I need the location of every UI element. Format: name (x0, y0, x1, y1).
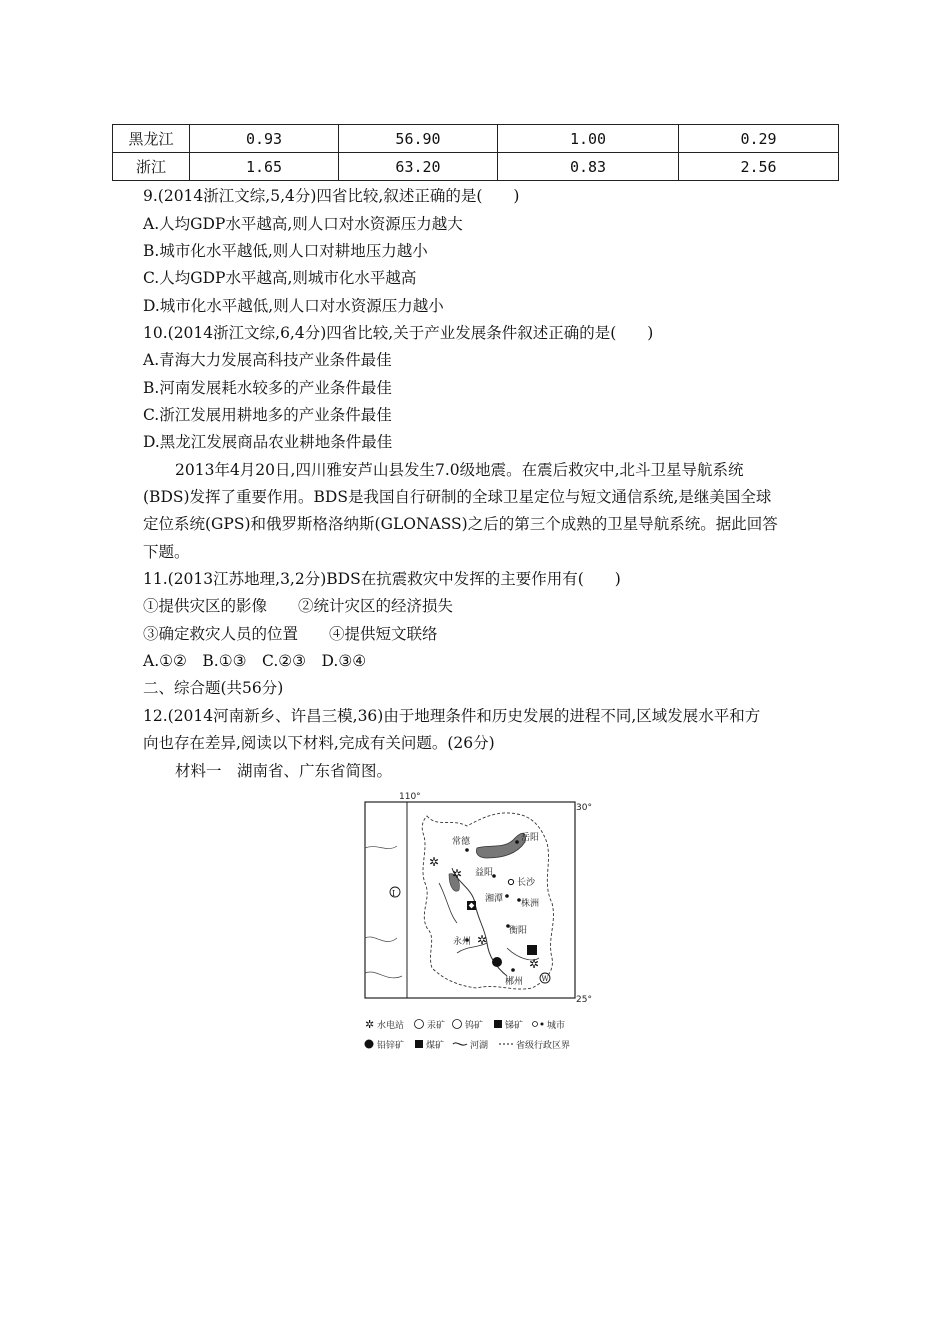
question-10-option-d: D.黑龙江发展商品农业耕地条件最佳 (143, 433, 393, 451)
hydro-station-icon: ✲ (452, 867, 463, 881)
question-10-option-a: A.青海大力发展高科技产业条件最佳 (143, 351, 392, 369)
latitude-bottom-label: 25° (576, 995, 592, 1005)
question-11-options: A.①② B.①③ C.②③ D.③④ (143, 652, 367, 670)
city-dot-yueyang (515, 840, 519, 844)
passage-line: 下题。 (143, 543, 190, 561)
city-label-hengyang: 衡阳 (509, 926, 528, 936)
question-9-option-d: D.城市化水平越低,则人口对水资源压力越小 (143, 297, 444, 315)
question-11-items: ①提供灾区的影像 ②统计灾区的经济损失 (143, 597, 454, 615)
legend-boundary: 省级行政区界 (516, 1041, 571, 1051)
hydro-station-icon: ✲ (365, 1018, 375, 1031)
legend-mercury: 汞矿 (427, 1021, 446, 1031)
city-label-yueyang: 岳阳 (521, 833, 540, 843)
question-9-option-b: B.城市化水平越低,则人口对耕地压力越小 (143, 242, 428, 260)
coal-mine-icon (415, 1040, 423, 1048)
coal-mine-icon (527, 945, 537, 955)
antimony-mine-icon (494, 1020, 502, 1028)
value-cell: 0.29 (679, 125, 839, 153)
section-heading: 二、综合题(共56分) (143, 679, 284, 697)
city-dot-chenzhou (511, 968, 515, 972)
question-12-stem: 12.(2014河南新乡、许昌三模,36)由于地理条件和历史发展的进程不同,区域发展水平和方 (143, 707, 761, 725)
passage-line: 2013年4月20日,四川雅安芦山县发生7.0级地震。在震后救灾中,北斗卫星导航系统 (175, 461, 744, 479)
hydro-station-icon: ✲ (429, 855, 440, 869)
map-legend (365, 1018, 571, 1051)
neighbor-boundary (365, 846, 402, 978)
question-9-stem: 9.(2014浙江文综,5,4分)四省比较,叙述正确的是( ) (143, 187, 520, 205)
hydro-station-icon: ✲ (529, 957, 540, 971)
data-table (112, 124, 839, 181)
legend-hydro: 水电站 (377, 1021, 405, 1031)
mercury-mine-glyph: I (392, 889, 396, 898)
passage-line: (BDS)发挥了重要作用。BDS是我国自行研制的全球卫星定位与短文通信系统,是继美国全球 (143, 488, 772, 506)
map-frame (365, 802, 575, 998)
lead-zinc-mine-icon (365, 1040, 374, 1049)
lead-zinc-mine-icon (492, 957, 502, 967)
longitude-label: 110° (399, 792, 421, 802)
question-11-items: ③确定救灾人员的位置 ④提供短文联络 (143, 625, 438, 643)
hunan-guangdong-map (357, 788, 592, 1056)
table-row (113, 153, 839, 181)
province-cell: 浙江 (113, 153, 190, 181)
tungsten-mine-glyph: W (541, 975, 549, 983)
legend-antimony: 锑矿 (505, 1021, 524, 1031)
question-9-option-c: C.人均GDP水平越高,则城市化水平越高 (143, 269, 417, 287)
city-circle-icon (533, 1022, 538, 1027)
value-cell: 1.65 (190, 153, 339, 181)
value-cell: 1.00 (498, 125, 679, 153)
value-cell: 2.56 (679, 153, 839, 181)
table-row (113, 125, 839, 153)
question-10-option-c: C.浙江发展用耕地多的产业条件最佳 (143, 406, 392, 424)
passage-line: 定位系统(GPS)和俄罗斯格洛纳斯(GLONASS)之后的第三个成熟的卫星导航系统。据此回答 (143, 515, 778, 533)
city-dot-changsha (508, 879, 513, 884)
value-cell: 63.20 (339, 153, 498, 181)
legend-tungsten: 钨矿 (465, 1021, 484, 1031)
value-cell: 56.90 (339, 125, 498, 153)
value-cell: 0.93 (190, 125, 339, 153)
question-10-option-b: B.河南发展耗水较多的产业条件最佳 (143, 379, 392, 397)
city-dot-changde (465, 848, 469, 852)
latitude-top-label: 30° (576, 803, 592, 813)
province-cell: 黑龙江 (113, 125, 190, 153)
city-label-xiangtan: 湘潭 (485, 894, 504, 904)
question-12-stem: 向也存在差异,阅读以下材料,完成有关问题。(26分) (143, 734, 495, 752)
question-11-stem: 11.(2013江苏地理,3,2分)BDS在抗震救灾中发挥的主要作用有( ) (143, 570, 621, 588)
city-label-changsha: 长沙 (517, 878, 536, 888)
city-label-yongzhou: 永州 (453, 937, 472, 947)
legend-river: 河湖 (470, 1041, 489, 1051)
question-10-stem: 10.(2014浙江文综,6,4分)四省比较,关于产业发展条件叙述正确的是( ) (143, 324, 654, 342)
legend-coal: 煤矿 (426, 1041, 445, 1051)
mercury-mine-icon (415, 1020, 424, 1029)
tungsten-mine-icon (453, 1020, 462, 1029)
city-dot-xiangtan (505, 894, 509, 898)
city-label-zhuzhou: 株洲 (521, 899, 540, 909)
value-cell: 0.83 (498, 153, 679, 181)
city-label-chenzhou: 郴州 (505, 977, 524, 987)
legend-city: 城市 (547, 1021, 566, 1031)
dongting-lake (476, 833, 525, 858)
material-caption: 材料一 湖南省、广东省简图。 (175, 762, 393, 780)
city-label-yiyang: 益阳 (475, 868, 494, 878)
river-icon (453, 1043, 467, 1045)
city-dot-icon (541, 1023, 544, 1026)
city-label-changde: 常德 (452, 837, 471, 847)
legend-leadzinc: 铅锌矿 (377, 1041, 405, 1051)
hydro-station-icon: ✲ (477, 933, 488, 947)
question-9-option-a: A.人均GDP水平越高,则人口对水资源压力越大 (143, 215, 463, 233)
